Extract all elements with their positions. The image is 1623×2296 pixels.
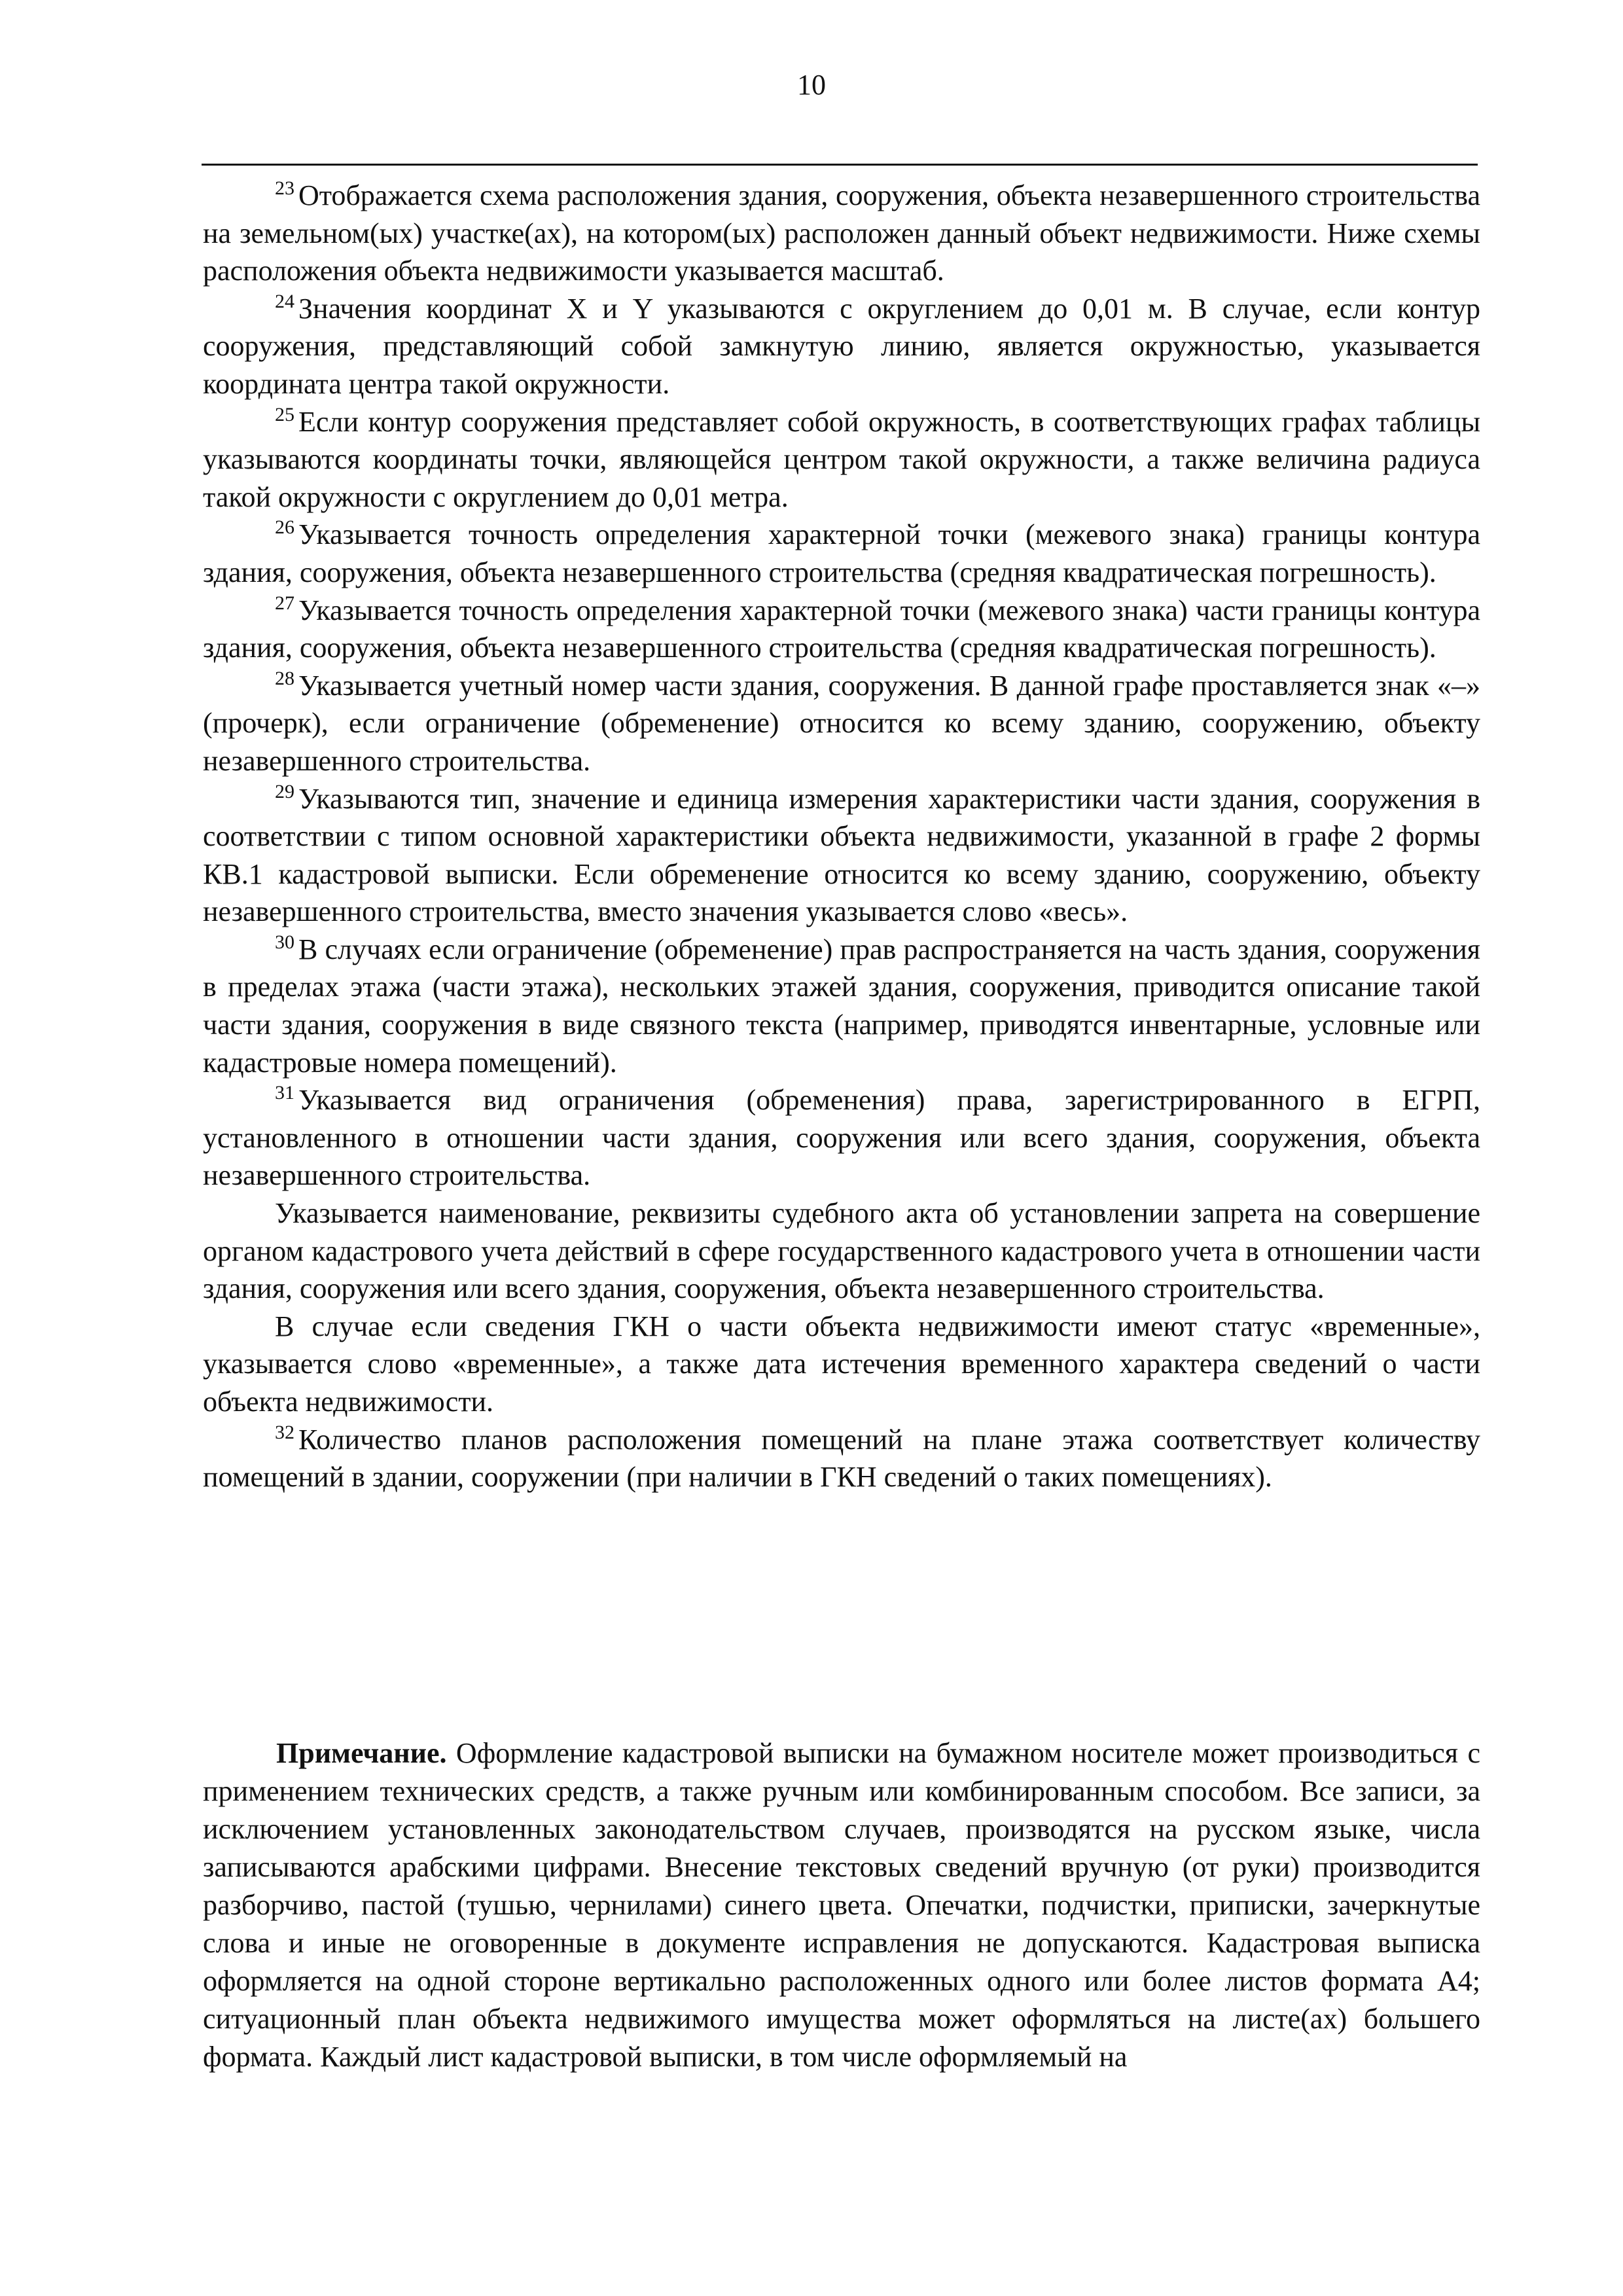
footnote-number: 24 <box>275 290 294 312</box>
footnote-text: Если контур сооружения представляет собой окружность, в соответствующих графах таблицы указываются координаты точки, являющейся центром такой окружности, а также величина радиуса такой окружности с округлением до 0,01 метра. <box>203 405 1480 513</box>
remark-paragraph <box>203 1734 1480 2076</box>
remark-label: Примечание. <box>276 1737 447 1769</box>
footnote-number: 27 <box>275 592 294 614</box>
footnote-number: 29 <box>275 780 294 802</box>
footnote-32 <box>203 1421 1480 1496</box>
footnote-text: Указывается вид ограничения (обременения) права, зарегистрированного в ЕГРП, установленного в отношении части здания, сооружения или всего здания, сооружения, объекта незавершенного строительства. <box>203 1084 1480 1192</box>
footnote-number: 28 <box>275 667 294 689</box>
footnote-text: Указывается наименование, реквизиты судебного акта об установлении запрета на совершение органом кадастрового учета действий в сфере государственного кадастрового учета в отношении части здания, сооружения или всего здания, сооружения, объекта незавершенного строительства. <box>203 1197 1480 1305</box>
footnote-23 <box>203 177 1480 290</box>
footnote-29 <box>203 780 1480 931</box>
footnote-text: В случаях если ограничение (обременение) прав распространяется на часть здания, сооружения в пределах этажа (части этажа), нескольких этажей здания, сооружения, приводится описание такой части здания, сооружения в виде связного текста (например, приводятся инвентарные, условные или кадастровые номера помещений). <box>203 933 1480 1079</box>
footnote-24 <box>203 290 1480 403</box>
remark-text: Оформление кадастровой выписки на бумажном носителе может производиться с применением технических средств, а также ручным или комбинированным способом. Все записи, за исключением установленных законодательством случаев, производятся на русском языке, числа записываются арабскими цифрами. Внесение текстовых сведений вручную (от руки) производится разборчиво, пастой (тушью, чернилами) синего цвета. Опечатки, подчистки, приписки, зачеркнутые слова и иные не оговоренные в документе исправления не допускаются. Кадастровая выписка оформляется на одной стороне вертикально расположенных одного или более листов формата А4; ситуационный план объекта недвижимого имущества может оформляться на листе(ах) большего формата. Каждый лист кадастровой выписки, в том числе оформляемый на <box>203 1737 1480 2073</box>
remark-block <box>203 1734 1480 2076</box>
footnotes-block <box>203 177 1480 1496</box>
footnote-31-continuation-court-act <box>203 1194 1480 1308</box>
footnote-text: Указываются тип, значение и единица измерения характеристики части здания, сооружения в соответствии с типом основной характеристики объекта недвижимости, указанной в графе 2 формы КВ.1 кадастровой выписки. Если обременение относится ко всему зданию, сооружению, объекту незавершенного строительства, вместо значения указывается слово «весь». <box>203 782 1480 928</box>
footnote-31-continuation-temporary-status <box>203 1308 1480 1421</box>
footnote-number: 26 <box>275 516 294 539</box>
footnote-text: Значения координат X и Y указываются с округлением до 0,01 м. В случае, если контур сооружения, представляющий собой замкнутую линию, является окружностью, указывается координата центра такой окружности. <box>203 292 1480 400</box>
footnote-text: Указывается точность определения характерной точки (межевого знака) части границы контура здания, сооружения, объекта незавершенного строительства (средняя квадратическая погрешность). <box>203 594 1480 664</box>
footnote-text: Количество планов расположения помещений на плане этажа соответствует количеству помещений в здании, сооружении (при наличии в ГКН сведений о таких помещениях). <box>203 1423 1480 1494</box>
footnote-text: Указывается точность определения характерной точки (межевого знака) границы контура здания, сооружения, объекта незавершенного строительства (средняя квадратическая погрешность). <box>203 518 1480 588</box>
footnote-30 <box>203 931 1480 1081</box>
footnote-number: 32 <box>275 1421 294 1443</box>
footnote-28 <box>203 667 1480 780</box>
footnote-text: Отображается схема расположения здания, сооружения, объекта незавершенного строительства на земельном(ых) участке(ах), на котором(ых) расположен данный объект недвижимости. Ниже схемы расположения объекта недвижимости указывается масштаб. <box>203 179 1480 287</box>
footnote-25 <box>203 403 1480 516</box>
footnote-number: 23 <box>275 177 294 199</box>
footnote-text: В случае если сведения ГКН о части объекта недвижимости имеют статус «временные», указывается слово «временные», а также дата истечения временного характера сведений о части объекта недвижимости. <box>203 1310 1480 1418</box>
footnote-31 <box>203 1081 1480 1194</box>
footnote-27 <box>203 592 1480 667</box>
footnote-number: 30 <box>275 931 294 953</box>
footnote-26 <box>203 516 1480 591</box>
footnote-separator-line <box>202 164 1478 166</box>
footnote-number: 31 <box>275 1082 294 1104</box>
page-number: 10 <box>797 69 826 101</box>
footnote-text: Указывается учетный номер части здания, сооружения. В данной графе проставляется знак «–» (прочерк), если ограничение (обременение) относится ко всему зданию, сооружению, объекту незавершенного строительства. <box>203 669 1480 777</box>
footnote-number: 25 <box>275 403 294 425</box>
